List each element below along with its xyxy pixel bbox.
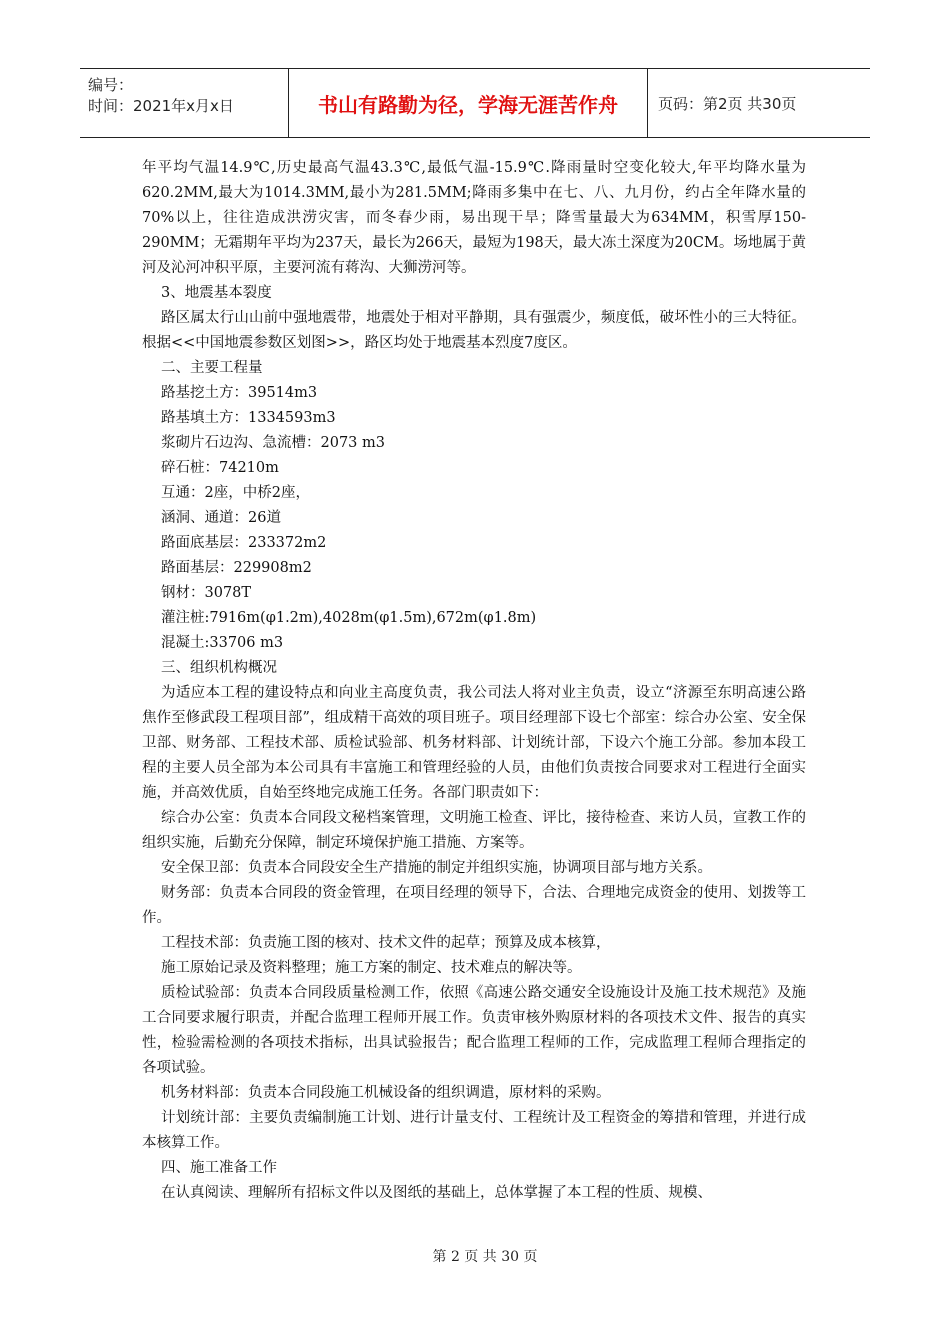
body-paragraph: 年平均气温14.9℃,历史最高气温43.3℃,最低气温-15.9℃.降雨量时空变化较大,年平均降水量为620.2MM,最大为1014.3MM,最小为281.5MM;降雨多集中在七、八、九月份，约占全年降水量的70%以上，往往造成洪涝灾害，而冬春少雨，易出现干旱；降雪量最大为634MM，积雪厚150-290MM；无霜期年平均为237天，最长为266天，最短为198天，最大冻土深度为20CM。场地属于黄河及沁河冲积平原，主要河流有蒋沟、大狮涝河等。 [142,160,806,276]
document-date: 时间：2021年x月x日 [88,97,234,115]
body-paragraph: 路面基层：229908m2 [161,560,312,576]
body-paragraph: 四、施工准备工作 [161,1160,277,1176]
body-paragraph: 二、主要工程量 [161,360,263,376]
header-meta [80,69,289,137]
body-paragraph: 安全保卫部：负责本合同段安全生产措施的制定并组织实施，协调项目部与地方关系。 [161,860,712,876]
body-paragraph: 涵洞、通道：26道 [161,510,281,526]
body-paragraph: 路区属太行山山前中强地震带，地震处于相对平静期，具有强震少，频度低，破坏性小的三大特征。根据<<中国地震参数区划图>>，路区均处于地震基本烈度7度区。 [142,310,806,351]
body-paragraph: 碎石桩：74210m [161,460,279,476]
body-paragraph: 为适应本工程的建设特点和向业主高度负责，我公司法人将对业主负责，设立“济源至东明高速公路焦作至修武段工程项目部”，组成精干高效的项目班子。项目经理部下设七个部室：综合办公室、安全保卫部、财务部、工程技术部、质检试验部、机务材料部、计划统计部，下设六个施工分部。参加本段工程的主要人员全部为本公司具有丰富施工和管理经验的人员，由他们负责按合同要求对工程进行全面实施，并高效优质，自始至终地完成施工任务。各部门职责如下： [142,685,806,801]
body-paragraph: 工程技术部：负责施工图的核对、技术文件的起草；预算及成本核算， [161,935,611,951]
body-paragraph: 路基填土方：1334593m3 [161,410,336,426]
body-paragraph: 施工原始记录及资料整理；施工方案的制定、技术难点的解决等。 [161,960,582,976]
body-paragraph: 3、地震基本裂度 [161,285,272,301]
body-paragraph: 在认真阅读、理解所有招标文件以及图纸的基础上，总体掌握了本工程的性质、规模、 [161,1185,712,1201]
footer-page-number: 第 2 页 共 30 页 [432,1249,538,1265]
header-page-info: 页码：第2页 共30页 [658,94,797,113]
body-paragraph: 路面底基层：233372m2 [161,535,327,551]
body-paragraph: 混凝土:33706 m3 [161,635,284,651]
body-paragraph: 灌注桩:7916m(φ1.2m),4028m(φ1.5m),672m(φ1.8m) [161,610,537,626]
page-footer [0,1246,950,1266]
document-body [142,156,806,1206]
body-paragraph: 质检试验部：负责本合同段质量检测工作，依照《高速公路交通安全设施设计及施工技术规范》及施工合同要求履行职责，并配合监理工程师开展工作。负责审核外购原材料的各项技术文件、报告的真实性，检验需检测的各项技术指标，出具试验报告；配合监理工程师的工作，完成监理工程师合理指定的各项试验。 [142,985,806,1076]
body-paragraph: 浆砌片石边沟、急流槽：2073 m3 [161,435,385,451]
body-paragraph: 路基挖土方：39514m3 [161,385,318,401]
body-paragraph: 计划统计部：主要负责编制施工计划、进行计量支付、工程统计及工程资金的筹措和管理，并进行成本核算工作。 [142,1110,806,1151]
body-paragraph: 互通：2座，中桥2座， [161,485,310,501]
body-paragraph: 三、组织机构概况 [161,660,277,676]
body-paragraph: 机务材料部：负责本合同段施工机械设备的组织调遣，原材料的采购。 [161,1085,611,1101]
body-paragraph: 财务部：负责本合同段的资金管理，在项目经理的领导下，合法、合理地完成资金的使用、划拨等工作。 [142,885,806,926]
header-motto: 书山有路勤为径，学海无涯苦作舟 [289,69,648,137]
body-paragraph: 钢材：3078T [161,585,252,601]
page-header [80,68,870,138]
body-paragraph: 综合办公室：负责本合同段文秘档案管理，文明施工检查、评比，接待检查、来访人员，宣教工作的组织实施，后勤充分保障，制定环境保护施工措施、方案等。 [142,810,806,851]
document-number-label: 编号： [88,76,134,94]
